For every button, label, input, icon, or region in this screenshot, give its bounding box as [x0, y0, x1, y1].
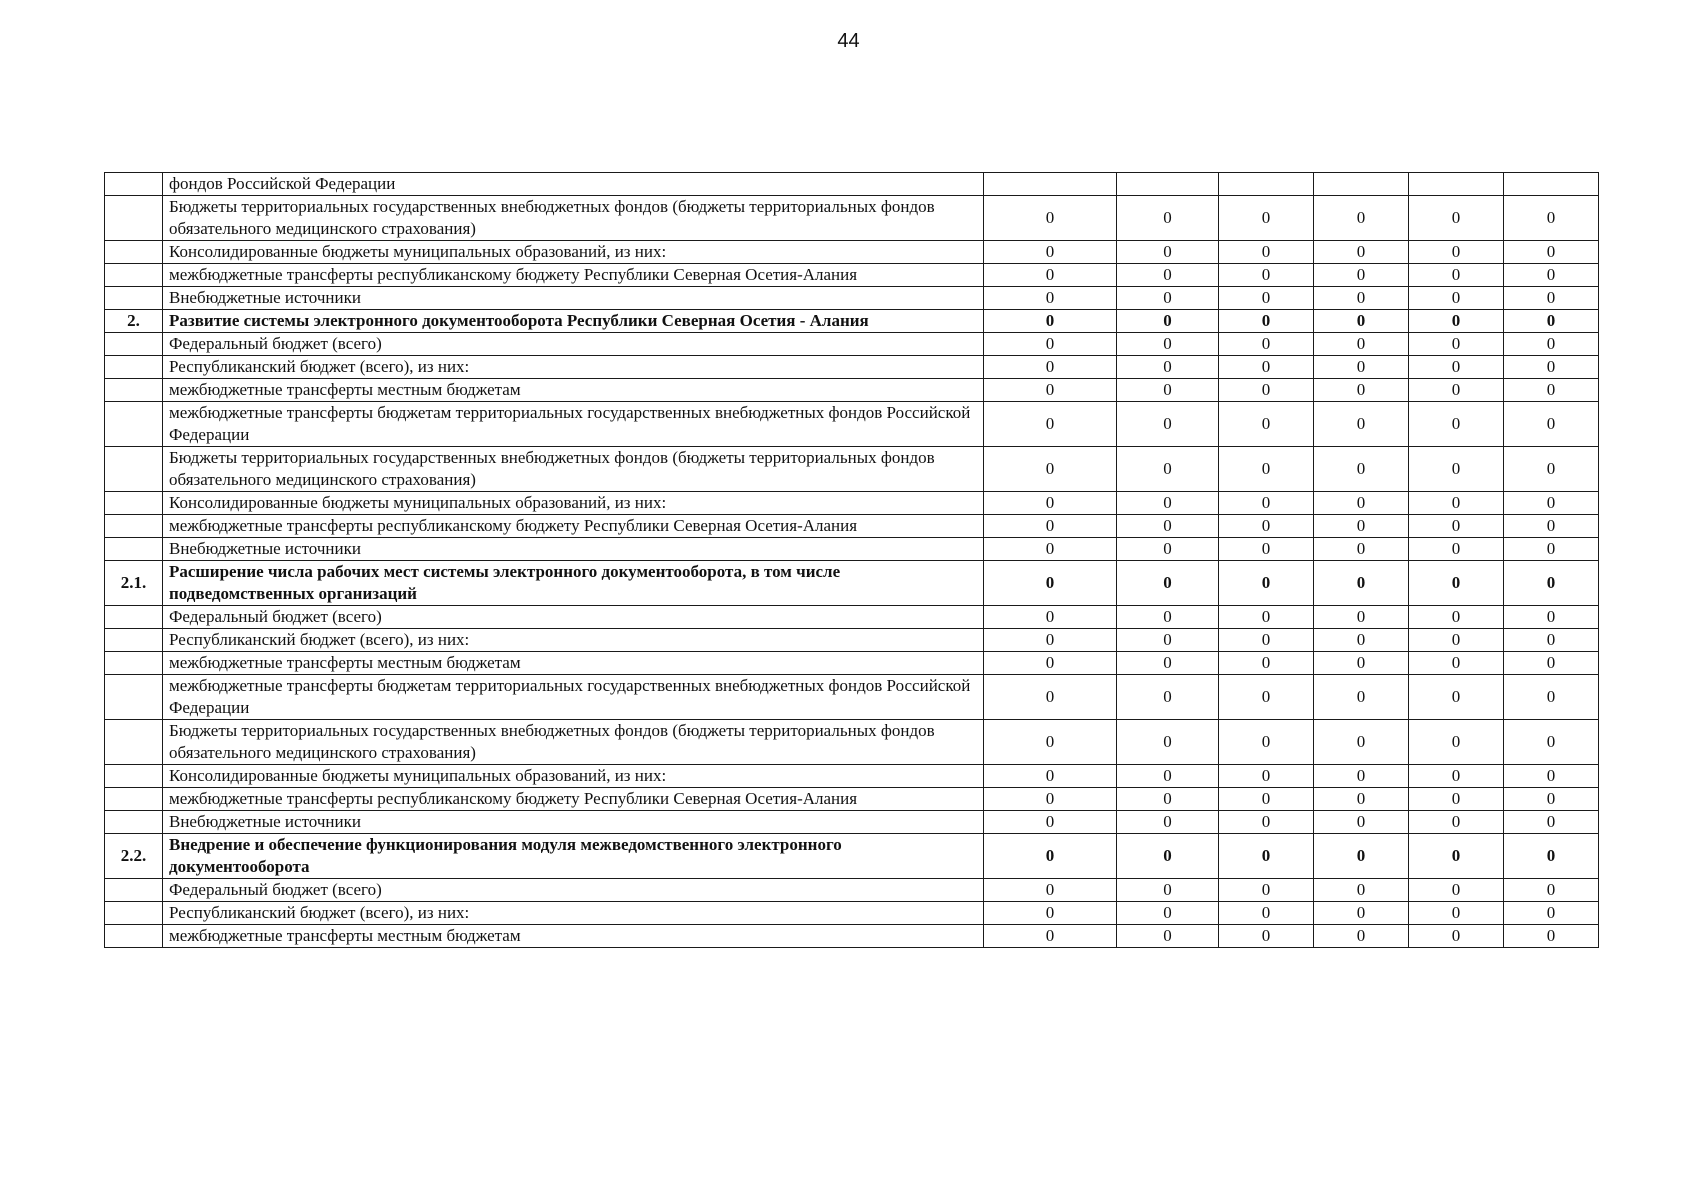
row-number	[105, 652, 163, 675]
value-cell: 0	[1504, 652, 1599, 675]
table-row	[105, 811, 1599, 834]
row-number	[105, 264, 163, 287]
value-cell: 0	[984, 629, 1117, 652]
value-cell: 0	[1504, 196, 1599, 241]
value-cell: 0	[1409, 310, 1504, 333]
value-cell	[1409, 173, 1504, 196]
value-cell: 0	[1219, 561, 1314, 606]
value-cell: 0	[984, 879, 1117, 902]
value-cell: 0	[1117, 356, 1219, 379]
row-name: межбюджетные трансферты местным бюджетам	[163, 652, 984, 675]
value-cell: 0	[1409, 538, 1504, 561]
value-cell: 0	[1117, 447, 1219, 492]
value-cell: 0	[1117, 310, 1219, 333]
value-cell: 0	[984, 538, 1117, 561]
row-number	[105, 447, 163, 492]
value-cell: 0	[984, 925, 1117, 948]
value-cell: 0	[1219, 287, 1314, 310]
row-name: Федеральный бюджет (всего)	[163, 606, 984, 629]
row-name: Бюджеты территориальных государственных внебюджетных фондов (бюджеты территориальных фондов обязательного медицинского страхования)	[163, 447, 984, 492]
budget-table	[104, 172, 1599, 948]
value-cell: 0	[984, 264, 1117, 287]
value-cell: 0	[1409, 720, 1504, 765]
value-cell: 0	[1117, 287, 1219, 310]
row-name: Консолидированные бюджеты муниципальных образований, из них:	[163, 492, 984, 515]
value-cell: 0	[1504, 902, 1599, 925]
value-cell: 0	[1504, 925, 1599, 948]
value-cell: 0	[1504, 356, 1599, 379]
row-number	[105, 720, 163, 765]
row-name: Консолидированные бюджеты муниципальных образований, из них:	[163, 765, 984, 788]
value-cell: 0	[1409, 264, 1504, 287]
value-cell: 0	[1314, 447, 1409, 492]
value-cell: 0	[1409, 196, 1504, 241]
value-cell: 0	[984, 196, 1117, 241]
value-cell: 0	[1117, 902, 1219, 925]
table-row	[105, 492, 1599, 515]
value-cell: 0	[984, 333, 1117, 356]
value-cell: 0	[1219, 447, 1314, 492]
value-cell: 0	[1117, 606, 1219, 629]
value-cell: 0	[1314, 333, 1409, 356]
value-cell: 0	[1117, 515, 1219, 538]
value-cell: 0	[1219, 788, 1314, 811]
row-name: Внебюджетные источники	[163, 287, 984, 310]
row-number	[105, 879, 163, 902]
value-cell: 0	[984, 561, 1117, 606]
value-cell: 0	[984, 765, 1117, 788]
row-name: Внебюджетные источники	[163, 538, 984, 561]
value-cell: 0	[984, 379, 1117, 402]
value-cell: 0	[1409, 675, 1504, 720]
value-cell: 0	[1314, 515, 1409, 538]
value-cell: 0	[984, 788, 1117, 811]
row-number	[105, 356, 163, 379]
row-name: Бюджеты территориальных государственных внебюджетных фондов (бюджеты территориальных фондов обязательного медицинского страхования)	[163, 196, 984, 241]
value-cell: 0	[1504, 310, 1599, 333]
value-cell: 0	[1504, 675, 1599, 720]
row-name: Бюджеты территориальных государственных внебюджетных фондов (бюджеты территориальных фондов обязательного медицинского страхования)	[163, 720, 984, 765]
value-cell: 0	[1117, 561, 1219, 606]
value-cell: 0	[1117, 402, 1219, 447]
value-cell: 0	[984, 606, 1117, 629]
value-cell: 0	[1314, 402, 1409, 447]
value-cell: 0	[1117, 196, 1219, 241]
row-name: Республиканский бюджет (всего), из них:	[163, 356, 984, 379]
value-cell: 0	[984, 402, 1117, 447]
value-cell: 0	[1314, 675, 1409, 720]
value-cell: 0	[1409, 811, 1504, 834]
value-cell: 0	[1409, 606, 1504, 629]
value-cell: 0	[1409, 447, 1504, 492]
value-cell: 0	[1409, 561, 1504, 606]
table-row	[105, 515, 1599, 538]
value-cell: 0	[1219, 264, 1314, 287]
value-cell: 0	[984, 811, 1117, 834]
value-cell: 0	[1504, 402, 1599, 447]
table-row	[105, 834, 1599, 879]
value-cell: 0	[1504, 287, 1599, 310]
table-row	[105, 173, 1599, 196]
value-cell	[1219, 173, 1314, 196]
row-number	[105, 402, 163, 447]
table-row	[105, 652, 1599, 675]
value-cell: 0	[1314, 264, 1409, 287]
table-row	[105, 310, 1599, 333]
value-cell: 0	[1504, 629, 1599, 652]
value-cell: 0	[1314, 606, 1409, 629]
value-cell: 0	[1314, 788, 1409, 811]
value-cell	[1117, 173, 1219, 196]
value-cell: 0	[1117, 925, 1219, 948]
value-cell: 0	[1219, 675, 1314, 720]
table-row	[105, 902, 1599, 925]
value-cell: 0	[1117, 765, 1219, 788]
value-cell: 0	[1219, 402, 1314, 447]
value-cell: 0	[1504, 515, 1599, 538]
value-cell: 0	[1219, 811, 1314, 834]
row-number	[105, 606, 163, 629]
table-row	[105, 379, 1599, 402]
value-cell: 0	[1314, 196, 1409, 241]
value-cell: 0	[1219, 356, 1314, 379]
table-row	[105, 606, 1599, 629]
value-cell: 0	[1117, 811, 1219, 834]
row-number	[105, 788, 163, 811]
table-row	[105, 925, 1599, 948]
table-body	[105, 173, 1599, 948]
row-name: Федеральный бюджет (всего)	[163, 333, 984, 356]
value-cell: 0	[1504, 264, 1599, 287]
value-cell: 0	[1117, 675, 1219, 720]
value-cell: 0	[1504, 241, 1599, 264]
value-cell: 0	[1314, 720, 1409, 765]
value-cell: 0	[1219, 629, 1314, 652]
value-cell: 0	[984, 515, 1117, 538]
value-cell: 0	[1117, 834, 1219, 879]
row-number	[105, 538, 163, 561]
value-cell: 0	[1504, 379, 1599, 402]
value-cell: 0	[1117, 652, 1219, 675]
value-cell: 0	[1314, 287, 1409, 310]
value-cell: 0	[1117, 333, 1219, 356]
value-cell: 0	[1117, 492, 1219, 515]
row-number	[105, 333, 163, 356]
row-name: Внедрение и обеспечение функционирования модуля межведомственного электронного документооборота	[163, 834, 984, 879]
row-name: фондов Российской Федерации	[163, 173, 984, 196]
row-number	[105, 287, 163, 310]
value-cell: 0	[1117, 629, 1219, 652]
value-cell: 0	[1219, 606, 1314, 629]
value-cell: 0	[984, 834, 1117, 879]
value-cell: 0	[1117, 241, 1219, 264]
value-cell: 0	[1314, 765, 1409, 788]
value-cell: 0	[1314, 538, 1409, 561]
value-cell: 0	[1219, 241, 1314, 264]
value-cell: 0	[1314, 629, 1409, 652]
value-cell: 0	[984, 652, 1117, 675]
value-cell: 0	[984, 675, 1117, 720]
value-cell: 0	[1314, 834, 1409, 879]
value-cell: 0	[1314, 379, 1409, 402]
value-cell: 0	[1504, 606, 1599, 629]
value-cell: 0	[1504, 834, 1599, 879]
value-cell: 0	[1314, 241, 1409, 264]
value-cell: 0	[984, 720, 1117, 765]
value-cell: 0	[1409, 925, 1504, 948]
value-cell: 0	[1117, 788, 1219, 811]
row-number	[105, 379, 163, 402]
value-cell: 0	[984, 356, 1117, 379]
value-cell: 0	[984, 310, 1117, 333]
value-cell: 0	[1314, 356, 1409, 379]
row-number	[105, 492, 163, 515]
value-cell: 0	[1219, 492, 1314, 515]
value-cell: 0	[1219, 902, 1314, 925]
table-row	[105, 720, 1599, 765]
value-cell: 0	[1504, 765, 1599, 788]
row-name: Республиканский бюджет (всего), из них:	[163, 629, 984, 652]
value-cell: 0	[1409, 879, 1504, 902]
value-cell: 0	[1314, 310, 1409, 333]
value-cell	[1504, 173, 1599, 196]
value-cell: 0	[1219, 879, 1314, 902]
table-row	[105, 788, 1599, 811]
value-cell: 0	[1314, 879, 1409, 902]
row-name: Федеральный бюджет (всего)	[163, 879, 984, 902]
value-cell: 0	[1504, 492, 1599, 515]
value-cell: 0	[1409, 402, 1504, 447]
value-cell: 0	[984, 287, 1117, 310]
value-cell: 0	[1409, 356, 1504, 379]
value-cell: 0	[1117, 538, 1219, 561]
value-cell: 0	[1409, 333, 1504, 356]
value-cell: 0	[1409, 834, 1504, 879]
value-cell: 0	[1504, 811, 1599, 834]
value-cell: 0	[1219, 379, 1314, 402]
value-cell: 0	[1504, 447, 1599, 492]
table-row	[105, 264, 1599, 287]
value-cell: 0	[1219, 765, 1314, 788]
page-number: 44	[837, 30, 860, 52]
row-number: 2.2.	[105, 834, 163, 879]
row-number	[105, 241, 163, 264]
value-cell: 0	[1219, 538, 1314, 561]
row-number	[105, 925, 163, 948]
value-cell: 0	[984, 241, 1117, 264]
value-cell: 0	[1117, 379, 1219, 402]
row-number	[105, 173, 163, 196]
value-cell: 0	[1504, 333, 1599, 356]
value-cell: 0	[1117, 720, 1219, 765]
value-cell: 0	[1409, 902, 1504, 925]
table-row	[105, 675, 1599, 720]
value-cell	[984, 173, 1117, 196]
row-number	[105, 629, 163, 652]
table-row	[105, 561, 1599, 606]
value-cell: 0	[1409, 379, 1504, 402]
row-name: Внебюджетные источники	[163, 811, 984, 834]
table-row	[105, 879, 1599, 902]
row-number	[105, 902, 163, 925]
value-cell: 0	[1409, 629, 1504, 652]
value-cell: 0	[1117, 879, 1219, 902]
value-cell: 0	[1409, 287, 1504, 310]
value-cell: 0	[1409, 241, 1504, 264]
value-cell: 0	[1219, 310, 1314, 333]
row-name: Республиканский бюджет (всего), из них:	[163, 902, 984, 925]
row-number	[105, 515, 163, 538]
row-name: межбюджетные трансферты республиканскому бюджету Республики Северная Осетия-Алания	[163, 788, 984, 811]
value-cell: 0	[1504, 720, 1599, 765]
value-cell: 0	[1314, 902, 1409, 925]
table-row	[105, 287, 1599, 310]
value-cell: 0	[1409, 788, 1504, 811]
row-number	[105, 765, 163, 788]
value-cell: 0	[1409, 515, 1504, 538]
row-number	[105, 811, 163, 834]
table-row	[105, 538, 1599, 561]
row-number	[105, 196, 163, 241]
row-name: межбюджетные трансферты местным бюджетам	[163, 379, 984, 402]
value-cell: 0	[1219, 720, 1314, 765]
value-cell: 0	[984, 492, 1117, 515]
table-row	[105, 447, 1599, 492]
value-cell	[1314, 173, 1409, 196]
row-name: Консолидированные бюджеты муниципальных образований, из них:	[163, 241, 984, 264]
row-number	[105, 675, 163, 720]
table-row	[105, 196, 1599, 241]
value-cell: 0	[1504, 788, 1599, 811]
value-cell: 0	[1219, 834, 1314, 879]
table-row	[105, 629, 1599, 652]
value-cell: 0	[1314, 811, 1409, 834]
row-name: межбюджетные трансферты бюджетам территориальных государственных внебюджетных фондов Российской Федерации	[163, 402, 984, 447]
value-cell: 0	[1219, 333, 1314, 356]
value-cell: 0	[1409, 765, 1504, 788]
row-number: 2.1.	[105, 561, 163, 606]
row-name: межбюджетные трансферты республиканскому бюджету Республики Северная Осетия-Алания	[163, 264, 984, 287]
value-cell: 0	[1504, 561, 1599, 606]
value-cell: 0	[1504, 538, 1599, 561]
row-name: Развитие системы электронного документооборота Республики Северная Осетия - Алания	[163, 310, 984, 333]
row-name: межбюджетные трансферты республиканскому бюджету Республики Северная Осетия-Алания	[163, 515, 984, 538]
value-cell: 0	[1409, 492, 1504, 515]
value-cell: 0	[1409, 652, 1504, 675]
value-cell: 0	[1314, 652, 1409, 675]
value-cell: 0	[1314, 492, 1409, 515]
value-cell: 0	[984, 447, 1117, 492]
row-name: межбюджетные трансферты местным бюджетам	[163, 925, 984, 948]
value-cell: 0	[1219, 515, 1314, 538]
table-row	[105, 765, 1599, 788]
table-row	[105, 241, 1599, 264]
value-cell: 0	[1504, 879, 1599, 902]
table-row	[105, 356, 1599, 379]
value-cell: 0	[1219, 925, 1314, 948]
table-row	[105, 402, 1599, 447]
row-name: Расширение числа рабочих мест системы электронного документооборота, в том числе подведомственных организаций	[163, 561, 984, 606]
value-cell: 0	[1314, 925, 1409, 948]
row-name: межбюджетные трансферты бюджетам территориальных государственных внебюджетных фондов Российской Федерации	[163, 675, 984, 720]
value-cell: 0	[1219, 652, 1314, 675]
value-cell: 0	[1314, 561, 1409, 606]
row-number: 2.	[105, 310, 163, 333]
value-cell: 0	[984, 902, 1117, 925]
table-row	[105, 333, 1599, 356]
value-cell: 0	[1117, 264, 1219, 287]
value-cell: 0	[1219, 196, 1314, 241]
